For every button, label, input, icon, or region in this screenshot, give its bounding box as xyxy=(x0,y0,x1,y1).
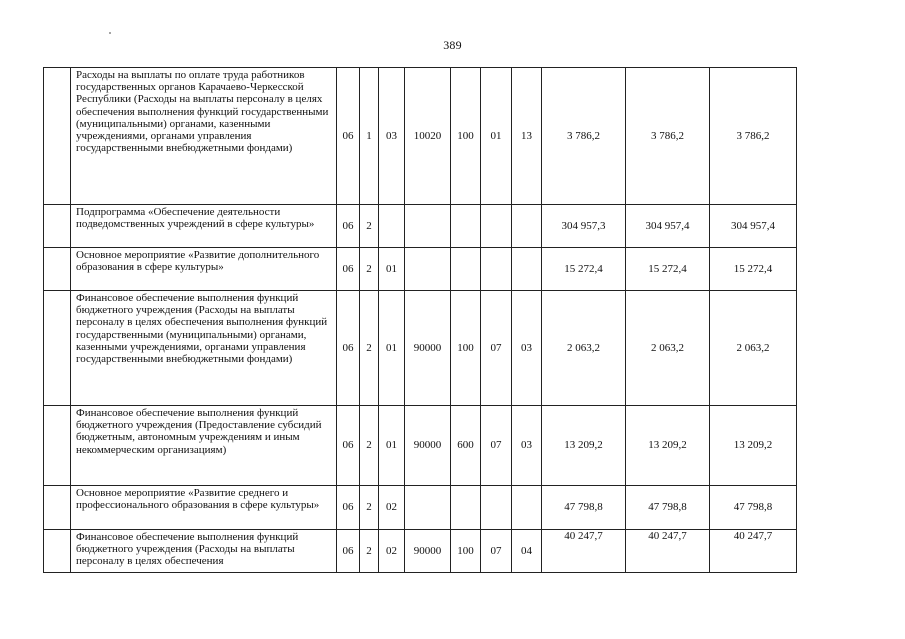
gp-code-cell: 06 xyxy=(337,205,360,248)
row-index-cell xyxy=(44,248,71,291)
amount-year1-cell: 47 798,8 xyxy=(542,486,626,530)
subsection-cell: 04 xyxy=(512,530,542,573)
subsection-cell: 03 xyxy=(512,406,542,486)
amount-year1-cell: 40 247,7 xyxy=(542,530,626,573)
row-index-cell xyxy=(44,205,71,248)
subsection-cell xyxy=(512,205,542,248)
om-code-cell: 01 xyxy=(379,248,405,291)
gp-code-cell: 06 xyxy=(337,406,360,486)
section-cell xyxy=(481,486,512,530)
section-cell: 07 xyxy=(481,291,512,406)
row-index-cell xyxy=(44,291,71,406)
subsection-cell xyxy=(512,248,542,291)
amount-year2-cell: 2 063,2 xyxy=(626,291,710,406)
page-number: 389 xyxy=(443,38,462,52)
pp-code-cell: 2 xyxy=(360,291,379,406)
gp-code-cell: 06 xyxy=(337,291,360,406)
direction-code-cell: 90000 xyxy=(405,291,451,406)
amount-year3-cell: 2 063,2 xyxy=(710,291,797,406)
description-cell: Финансовое обеспечение выполнения функций бюджетного учреждения (Расходы на выплаты персоналу в целях обеспечения выполнения функций государственными (муниципальными) органами, казенными учреждениями, органами управления государственными внебюджетными фондами) xyxy=(71,291,337,406)
subsection-cell: 13 xyxy=(512,68,542,205)
description-cell: Финансовое обеспечение выполнения функций бюджетного учреждения (Расходы на выплаты персоналу в целях обеспечения xyxy=(71,530,337,573)
expense-type-cell: 600 xyxy=(451,406,481,486)
direction-code-cell: 90000 xyxy=(405,530,451,573)
table-row xyxy=(44,291,797,406)
om-code-cell: 03 xyxy=(379,68,405,205)
row-index-cell xyxy=(44,406,71,486)
description-cell: Основное мероприятие «Развитие дополнительного образования в сфере культуры» xyxy=(71,248,337,291)
expense-type-cell: 100 xyxy=(451,530,481,573)
pp-code-cell: 2 xyxy=(360,248,379,291)
subsection-cell: 03 xyxy=(512,291,542,406)
amount-year2-cell: 13 209,2 xyxy=(626,406,710,486)
gp-code-cell: 06 xyxy=(337,486,360,530)
gp-code-cell: 06 xyxy=(337,248,360,291)
pp-code-cell: 2 xyxy=(360,406,379,486)
row-index-cell xyxy=(44,68,71,205)
amount-year1-cell: 15 272,4 xyxy=(542,248,626,291)
table-row xyxy=(44,486,797,530)
section-cell: 01 xyxy=(481,68,512,205)
section-cell xyxy=(481,248,512,291)
amount-year2-cell: 304 957,4 xyxy=(626,205,710,248)
table-row xyxy=(44,530,797,573)
description-cell: Расходы на выплаты по оплате труда работников государственных органов Карачаево-Черкесской Республики (Расходы на выплаты персоналу в целях обеспечения выполнения функций государственными (муниципальными) органами, казенными учреждениями, органами управления государственными внебюджетными фондами) xyxy=(71,68,337,205)
amount-year1-cell: 304 957,3 xyxy=(542,205,626,248)
scan-speck xyxy=(109,32,111,34)
table-row xyxy=(44,406,797,486)
expense-type-cell: 100 xyxy=(451,68,481,205)
amount-year1-cell: 13 209,2 xyxy=(542,406,626,486)
table-row xyxy=(44,68,797,205)
direction-code-cell xyxy=(405,248,451,291)
amount-year1-cell: 2 063,2 xyxy=(542,291,626,406)
subsection-cell xyxy=(512,486,542,530)
gp-code-cell: 06 xyxy=(337,530,360,573)
pp-code-cell: 2 xyxy=(360,530,379,573)
expense-type-cell xyxy=(451,248,481,291)
amount-year1-cell: 3 786,2 xyxy=(542,68,626,205)
amount-year3-cell: 15 272,4 xyxy=(710,248,797,291)
section-cell: 07 xyxy=(481,406,512,486)
budget-table xyxy=(43,67,797,573)
table-row xyxy=(44,248,797,291)
amount-year2-cell: 40 247,7 xyxy=(626,530,710,573)
row-index-cell xyxy=(44,530,71,573)
amount-year3-cell: 3 786,2 xyxy=(710,68,797,205)
direction-code-cell: 10020 xyxy=(405,68,451,205)
expense-type-cell: 100 xyxy=(451,291,481,406)
om-code-cell: 01 xyxy=(379,406,405,486)
amount-year3-cell: 47 798,8 xyxy=(710,486,797,530)
amount-year2-cell: 15 272,4 xyxy=(626,248,710,291)
description-cell: Финансовое обеспечение выполнения функций бюджетного учреждения (Предоставление субсидий бюджетным, автономным учреждениям и иным некоммерческим организациям) xyxy=(71,406,337,486)
expense-type-cell xyxy=(451,205,481,248)
om-code-cell: 02 xyxy=(379,530,405,573)
table-row xyxy=(44,205,797,248)
row-index-cell xyxy=(44,486,71,530)
pp-code-cell: 2 xyxy=(360,205,379,248)
direction-code-cell: 90000 xyxy=(405,406,451,486)
direction-code-cell xyxy=(405,486,451,530)
gp-code-cell: 06 xyxy=(337,68,360,205)
om-code-cell: 01 xyxy=(379,291,405,406)
section-cell: 07 xyxy=(481,530,512,573)
description-cell: Основное мероприятие «Развитие среднего и профессионального образования в сфере культуры» xyxy=(71,486,337,530)
amount-year3-cell: 40 247,7 xyxy=(710,530,797,573)
amount-year2-cell: 47 798,8 xyxy=(626,486,710,530)
amount-year3-cell: 304 957,4 xyxy=(710,205,797,248)
description-cell: Подпрограмма «Обеспечение деятельности подведомственных учреждений в сфере культуры» xyxy=(71,205,337,248)
pp-code-cell: 2 xyxy=(360,486,379,530)
expense-type-cell xyxy=(451,486,481,530)
amount-year3-cell: 13 209,2 xyxy=(710,406,797,486)
om-code-cell: 02 xyxy=(379,486,405,530)
direction-code-cell xyxy=(405,205,451,248)
amount-year2-cell: 3 786,2 xyxy=(626,68,710,205)
pp-code-cell: 1 xyxy=(360,68,379,205)
om-code-cell xyxy=(379,205,405,248)
section-cell xyxy=(481,205,512,248)
